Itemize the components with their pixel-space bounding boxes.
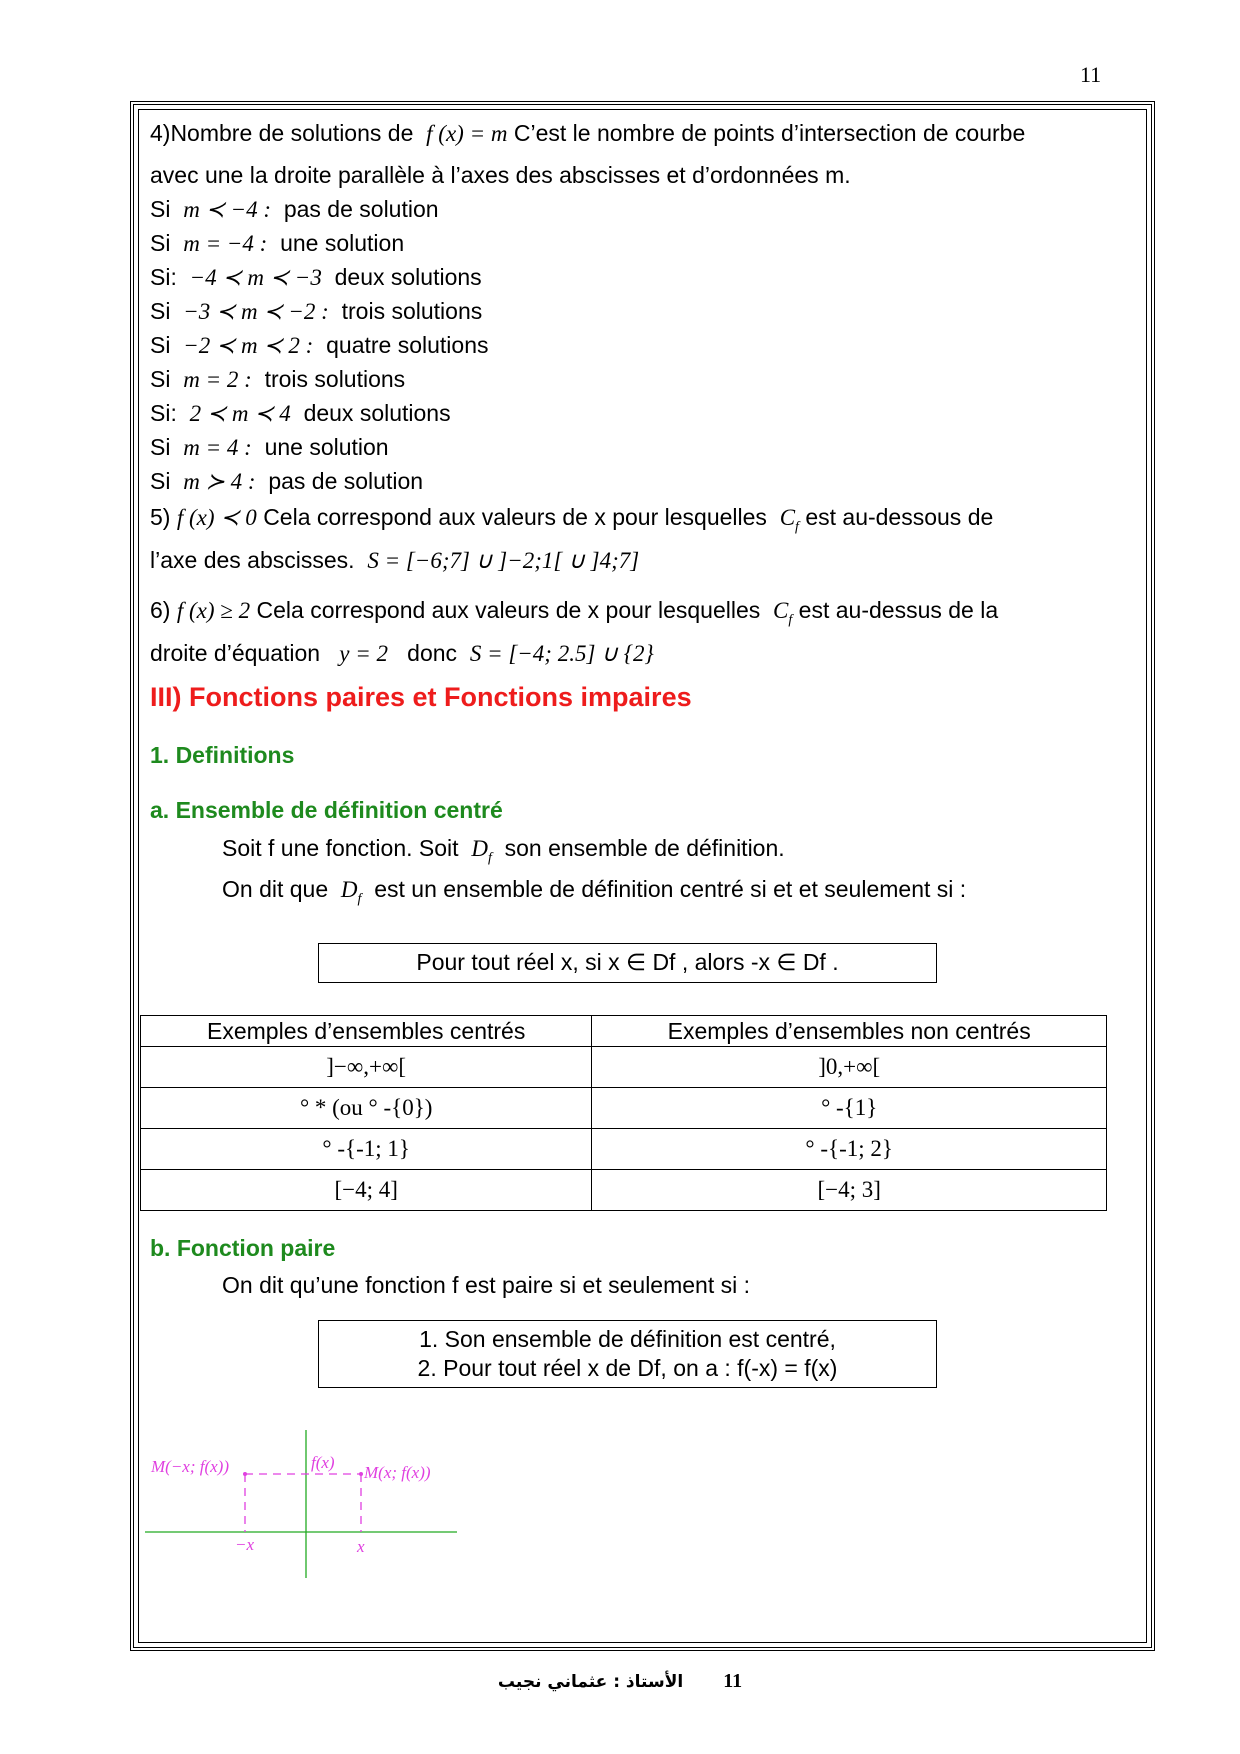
footer — [0, 1670, 1240, 1693]
table-row: ° -{-1; 1} ° -{-1; 2} — [141, 1129, 1107, 1170]
section3-title: III) Fonctions paires et Fonctions impaires — [150, 682, 692, 712]
subsection-a-line2: On dit que $D_f$ est un ensemble de définition centré si et et seulement si : — [222, 876, 967, 907]
section5-line1: 5) f (x) ≺ 0 Cela correspond aux valeurs de x pour lesquelles $C_f$ est au-dessous de — [150, 504, 994, 535]
section6-line2: droite d’équation y = 2 donc S = [−4; 2.5] ∪ {2} — [150, 640, 654, 666]
solution-case: Si −2 ≺ m ≺ 2 : quatre solutions — [150, 332, 489, 358]
table-row: ]−∞,+∞[ ]0,+∞[ — [141, 1047, 1107, 1088]
subsection-a-title: a. Ensemble de définition centré — [150, 797, 503, 823]
solution-case: Si m ≺ −4 : pas de solution — [150, 196, 439, 222]
even-function-box: 1. Son ensemble de définition est centré, 2. Pour tout réel x de Df, on a : f(-x) = f(x) — [318, 1320, 937, 1388]
point-right — [359, 1472, 363, 1476]
label-fx: f(x) — [311, 1453, 335, 1472]
footer-page: 11 — [723, 1670, 743, 1692]
label-right: M(x; f(x)) — [364, 1463, 431, 1482]
solution-case: Si m ≻ 4 : pas de solution — [150, 468, 424, 494]
solution-case: Si m = −4 : une solution — [150, 230, 405, 256]
subsection-b-line1: On dit qu’une fonction f est paire si et seulement si : — [222, 1272, 751, 1298]
even-function-diagram — [145, 1430, 465, 1580]
table-header-non-centered: Exemples d’ensembles non centrés — [592, 1016, 1107, 1047]
definitions-title: 1. Definitions — [150, 742, 295, 768]
section4-intro-line2: avec une la droite parallèle à l’axes des abscisses et d’ordonnées m. — [150, 162, 851, 188]
solution-case: Si: −4 ≺ m ≺ −3 deux solutions — [150, 264, 482, 290]
table-row: [−4; 4] [−4; 3] — [141, 1170, 1107, 1211]
table-row: ° * (ou ° -{0}) ° -{1} — [141, 1088, 1107, 1129]
solution-case: Si m = 2 : trois solutions — [150, 366, 406, 392]
label-left: M(−x; f(x)) — [151, 1457, 230, 1476]
footer-author: الأستاذ : عثماني نجيب — [497, 1672, 684, 1692]
solution-case: Si m = 4 : une solution — [150, 434, 389, 460]
table-header-centered: Exemples d’ensembles centrés — [141, 1016, 592, 1047]
subsection-b-title: b. Fonction paire — [150, 1235, 336, 1261]
section6-line1: 6) f (x) ≥ 2 Cela correspond aux valeurs de x pour lesquelles $C_f$ est au-dessus de la — [150, 597, 999, 628]
solution-case: Si: 2 ≺ m ≺ 4 deux solutions — [150, 400, 451, 426]
section4-intro: 4)Nombre de solutions de f (x) = m C’est le nombre de points d’intersection de courbe — [150, 120, 1026, 146]
subsection-a-line1: Soit f une fonction. Soit $D_f$ son ensemble de définition. — [222, 835, 785, 866]
centered-definition-box: Pour tout réel x, si x ∈ Df , alors -x ∈ Df . — [318, 943, 937, 983]
label-neg-x: −x — [235, 1535, 255, 1554]
solution-case: Si −3 ≺ m ≺ −2 : trois solutions — [150, 298, 483, 324]
section5-line2: l’axe des abscisses. S = [−6;7] ∪ ]−2;1[ ∪ ]4;7] — [150, 547, 640, 573]
point-left — [243, 1472, 247, 1476]
page-number: 11 — [1080, 62, 1102, 87]
examples-table — [140, 1015, 1107, 1211]
label-x: x — [357, 1537, 365, 1556]
